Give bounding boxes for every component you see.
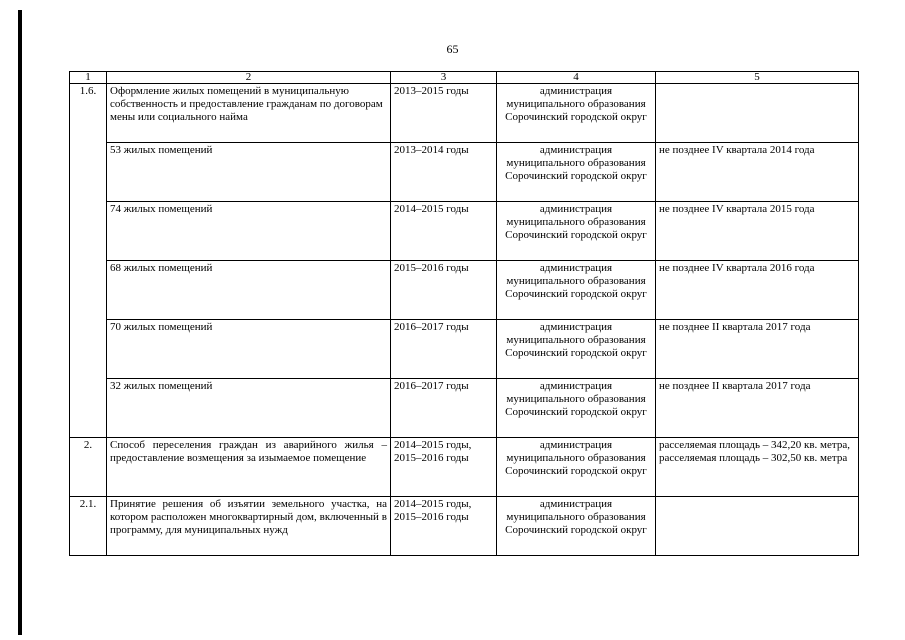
table-header-row — [70, 72, 859, 84]
row-number: 1.6. — [70, 84, 107, 438]
header-cell: 4 — [497, 72, 656, 84]
header-cell: 3 — [391, 72, 497, 84]
row-period: 2014–2015 годы — [391, 202, 497, 261]
row-executor: администрация муниципального образования Сорочинский городской округ — [497, 320, 656, 379]
table-row — [70, 497, 859, 556]
row-result: не позднее IV квартала 2014 года — [656, 143, 859, 202]
row-number: 2. — [70, 438, 107, 497]
row-name: 70 жилых помещений — [107, 320, 391, 379]
table-row — [70, 261, 859, 320]
row-name: Способ переселения граждан из аварийного жилья – предоставление возмещения за изымаемое помещение — [107, 438, 391, 497]
program-table — [69, 71, 859, 556]
table-row — [70, 202, 859, 261]
scan-edge-bar — [18, 10, 22, 635]
row-period: 2013–2015 годы — [391, 84, 497, 143]
header-cell: 2 — [107, 72, 391, 84]
row-result: не позднее IV квартала 2016 года — [656, 261, 859, 320]
row-name: Принятие решения об изъятии земельного участка, на котором расположен многоквартирный дом, включенный в программу, для муниципальных нужд — [107, 497, 391, 556]
row-period: 2014–2015 годы, 2015–2016 годы — [391, 497, 497, 556]
row-period: 2016–2017 годы — [391, 379, 497, 438]
header-cell: 5 — [656, 72, 859, 84]
row-name: 32 жилых помещений — [107, 379, 391, 438]
row-executor: администрация муниципального образования Сорочинский городской округ — [497, 497, 656, 556]
row-number: 2.1. — [70, 497, 107, 556]
table-row — [70, 84, 859, 143]
table-row — [70, 379, 859, 438]
row-period: 2014–2015 годы, 2015–2016 годы — [391, 438, 497, 497]
row-result — [656, 84, 859, 143]
row-executor: администрация муниципального образования Сорочинский городской округ — [497, 379, 656, 438]
row-name: 53 жилых помещений — [107, 143, 391, 202]
table-row — [70, 438, 859, 497]
row-result: не позднее IV квартала 2015 года — [656, 202, 859, 261]
row-executor: администрация муниципального образования Сорочинский городской округ — [497, 202, 656, 261]
row-name: 68 жилых помещений — [107, 261, 391, 320]
table-row — [70, 143, 859, 202]
table-row — [70, 320, 859, 379]
row-period: 2016–2017 годы — [391, 320, 497, 379]
row-period: 2015–2016 годы — [391, 261, 497, 320]
row-period: 2013–2014 годы — [391, 143, 497, 202]
header-cell: 1 — [70, 72, 107, 84]
row-executor: администрация муниципального образования Сорочинский городской округ — [497, 438, 656, 497]
row-result: не позднее II квартала 2017 года — [656, 379, 859, 438]
row-executor: администрация муниципального образования Сорочинский городской округ — [497, 143, 656, 202]
row-result: не позднее II квартала 2017 года — [656, 320, 859, 379]
row-executor: администрация муниципального образования Сорочинский городской округ — [497, 84, 656, 143]
row-result — [656, 497, 859, 556]
row-name: 74 жилых помещений — [107, 202, 391, 261]
row-name: Оформление жилых помещений в муниципальную собственность и предоставление гражданам по договорам мены или социального найма — [107, 84, 391, 143]
row-executor: администрация муниципального образования Сорочинский городской округ — [497, 261, 656, 320]
page-number: 65 — [446, 42, 459, 56]
row-result: расселяемая площадь – 342,20 кв. метра, расселяемая площадь – 302,50 кв. метра — [656, 438, 859, 497]
